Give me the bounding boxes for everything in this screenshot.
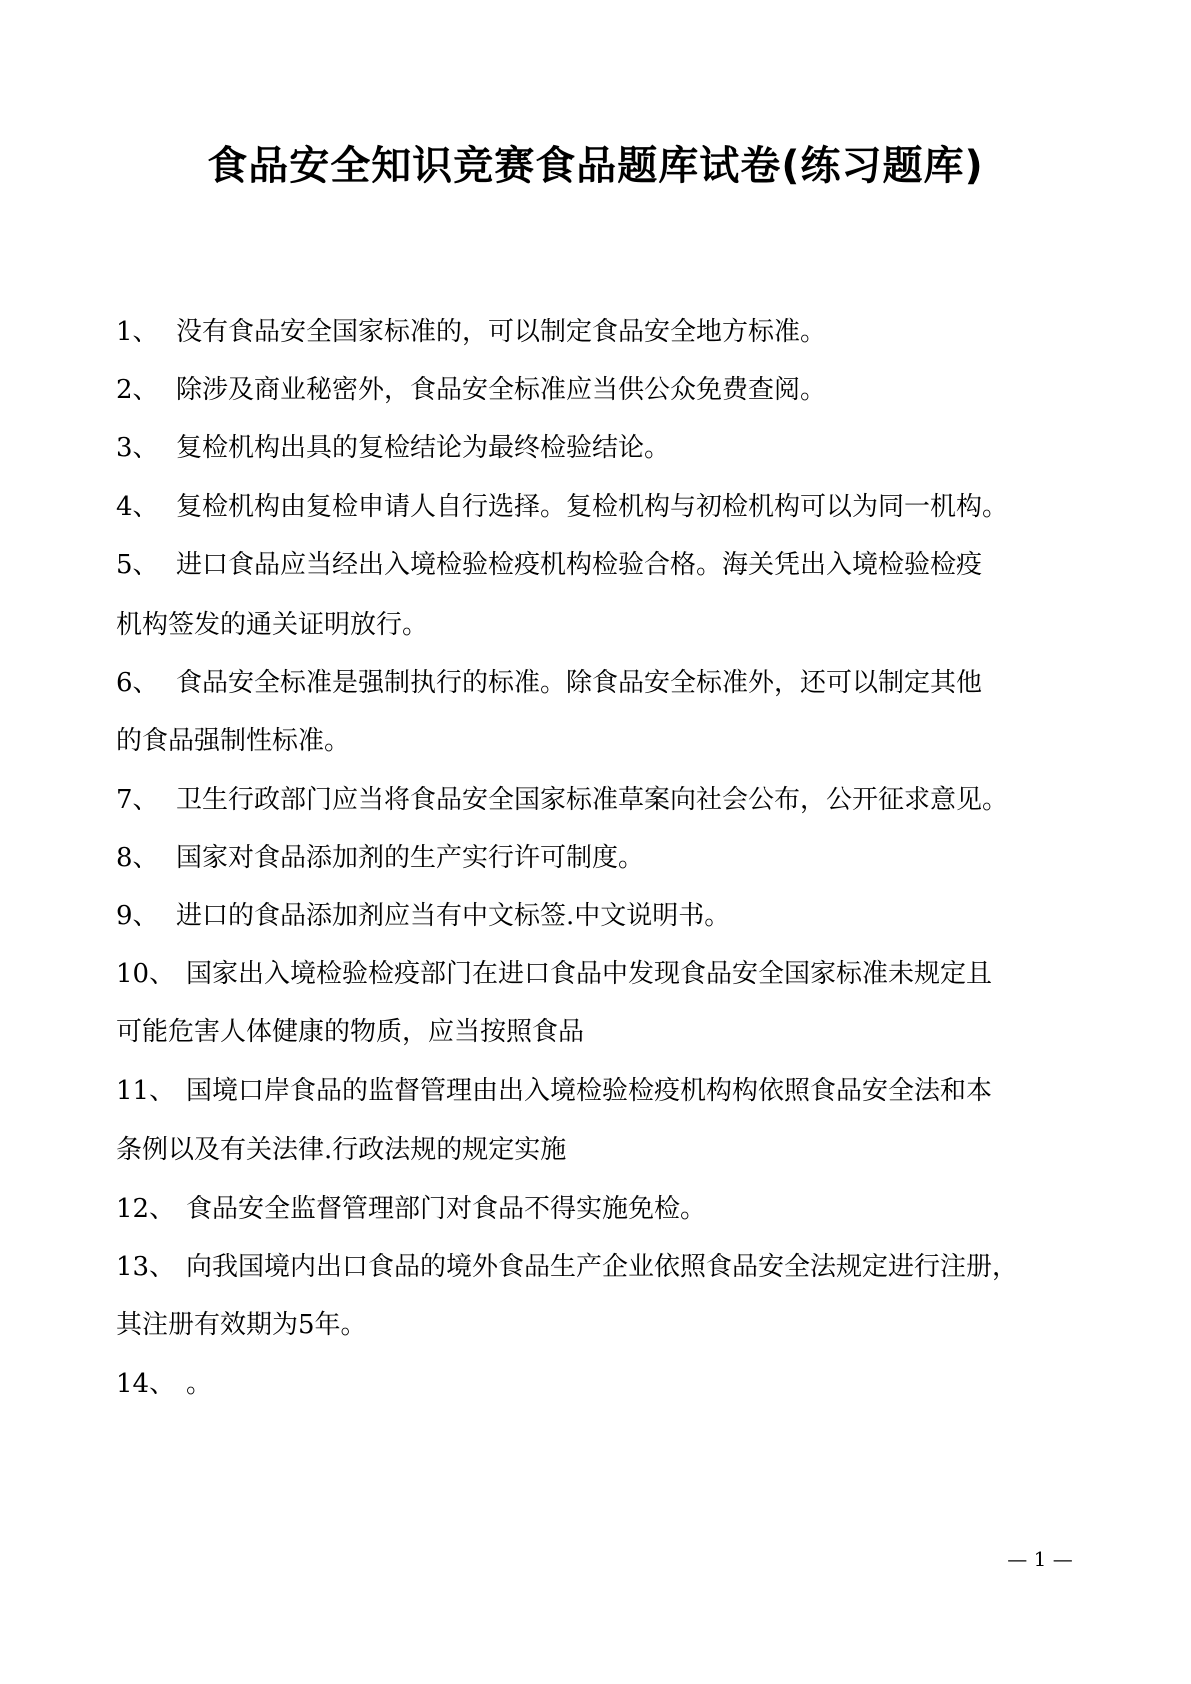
question-text-continued: 可能危害人体健康的物质，应当按照食品: [116, 1017, 585, 1047]
question-item: [116, 487, 1076, 527]
question-number: 14、: [116, 1369, 176, 1399]
question-number: 11、: [116, 1076, 176, 1106]
question-text: 食品安全监督管理部门对食品不得实施免检。: [186, 1194, 707, 1224]
question-item: [116, 1071, 1076, 1111]
question-text: 没有食品安全国家标准的，可以制定食品安全地方标准。: [176, 317, 827, 347]
question-text: 卫生行政部门应当将食品安全国家标准草案向社会公布，公开征求意见。: [176, 785, 1009, 815]
question-text: 除涉及商业秘密外，食品安全标准应当供公众免费查阅。: [176, 375, 827, 405]
question-number: 12、: [116, 1194, 176, 1224]
question-number: 9、: [116, 901, 159, 931]
question-number: 4、: [116, 492, 159, 522]
question-number: 2、: [116, 375, 159, 405]
question-number: 6、: [116, 668, 159, 698]
question-item: [116, 954, 1076, 994]
question-text-continued: 机构签发的通关证明放行。: [116, 610, 429, 640]
question-text: 国境口岸食品的监督管理由出入境检验检疫机构构依照食品安全法和本: [186, 1076, 993, 1106]
question-item: [116, 663, 1076, 703]
question-number: 5、: [116, 550, 159, 580]
question-item: [116, 1364, 1076, 1404]
question-text-continued: 其注册有效期为5年。: [116, 1310, 367, 1340]
question-text: 。: [186, 1369, 213, 1399]
question-number: 1、: [116, 317, 159, 347]
question-text-continued: 条例以及有关法律.行政法规的规定实施: [116, 1135, 567, 1165]
question-number: 10、: [116, 959, 176, 989]
page-number: — 1 —: [1007, 1547, 1073, 1571]
page-title: 食品安全知识竞赛食品题库试卷(练习题库): [207, 143, 984, 189]
question-text: 向我国境内出口食品的境外食品生产企业依照食品安全法规定进行注册，: [186, 1252, 1019, 1282]
question-text: 国家对食品添加剂的生产实行许可制度。: [176, 843, 645, 873]
question-number: 3、: [116, 433, 159, 463]
question-item: [116, 896, 1076, 936]
question-text: 食品安全标准是强制执行的标准。除食品安全标准外，还可以制定其他: [176, 668, 983, 698]
question-text: 复检机构出具的复检结论为最终检验结论。: [176, 433, 671, 463]
question-item: [116, 545, 1076, 585]
question-item: [116, 1189, 1076, 1229]
question-item: [116, 370, 1076, 410]
question-item: [116, 428, 1076, 468]
question-text: 进口食品应当经出入境检验检疫机构检验合格。海关凭出入境检验检疫: [176, 550, 983, 580]
question-item: [116, 780, 1076, 820]
question-number: 8、: [116, 843, 159, 873]
question-text: 进口的食品添加剂应当有中文标签.中文说明书。: [176, 901, 731, 931]
question-item: [116, 1247, 1076, 1287]
question-number: 13、: [116, 1252, 176, 1282]
question-number: 7、: [116, 785, 159, 815]
question-item: [116, 838, 1076, 878]
question-text: 国家出入境检验检疫部门在进口食品中发现食品安全国家标准未规定且: [186, 959, 993, 989]
question-item: [116, 312, 1076, 352]
question-text: 复检机构由复检申请人自行选择。复检机构与初检机构可以为同一机构。: [176, 492, 1009, 522]
question-text-continued: 的食品强制性标准。: [116, 726, 351, 756]
